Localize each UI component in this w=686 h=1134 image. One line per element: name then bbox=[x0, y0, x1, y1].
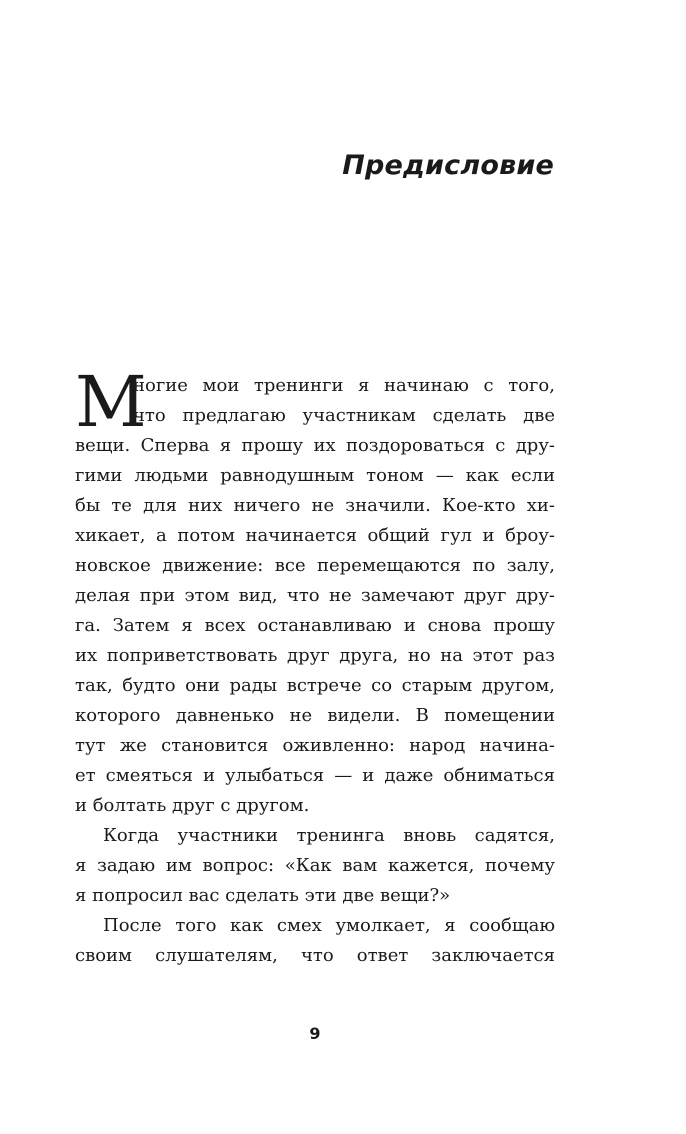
text-line: га. Затем я всех останавливаю и снова прошу bbox=[75, 615, 555, 636]
text-line: я попросил вас сделать эти две вещи?» bbox=[75, 885, 451, 906]
page-number: 9 bbox=[309, 1024, 321, 1043]
text-line: тут же становится оживленно: народ начина- bbox=[75, 735, 555, 756]
text-line: ет смеяться и улыбаться — и даже обниматься bbox=[75, 765, 555, 786]
text-line: хикает, а потом начинается общий гул и броу- bbox=[75, 525, 555, 546]
chapter-title: Предисловие bbox=[342, 150, 554, 181]
text-line: После того как смех умолкает, я сообщаю bbox=[103, 915, 555, 936]
text-line: так, будто они рады встрече со старым другом, bbox=[75, 675, 555, 696]
text-line: гими людьми равнодушным тоном — как если bbox=[75, 465, 555, 486]
text-line: вещи. Сперва я прошу их поздороваться с дру- bbox=[75, 435, 555, 456]
text-line: своим слушателям, что ответ заключается bbox=[75, 945, 555, 966]
text-line: ногие мои тренинги я начинаю с того, bbox=[133, 375, 555, 396]
text-line: и болтать друг с другом. bbox=[75, 795, 310, 816]
text-line: делая при этом вид, что не замечают друг дру- bbox=[75, 585, 555, 606]
text-line: новское движение: все перемещаются по залу, bbox=[75, 555, 555, 576]
text-line: что предлагаю участникам сделать две bbox=[133, 405, 555, 426]
text-line: я задаю им вопрос: «Как вам кажется, почему bbox=[75, 855, 555, 876]
text-line: Когда участники тренинга вновь садятся, bbox=[103, 825, 555, 846]
drop-cap: М bbox=[75, 361, 147, 443]
text-line: которого давненько не видели. В помещении bbox=[75, 705, 555, 726]
text-line: бы те для них ничего не значили. Кое-кто хи- bbox=[75, 495, 555, 516]
body-text bbox=[75, 361, 555, 971]
text-line: их поприветствовать друг друга, но на этот раз bbox=[75, 645, 555, 666]
